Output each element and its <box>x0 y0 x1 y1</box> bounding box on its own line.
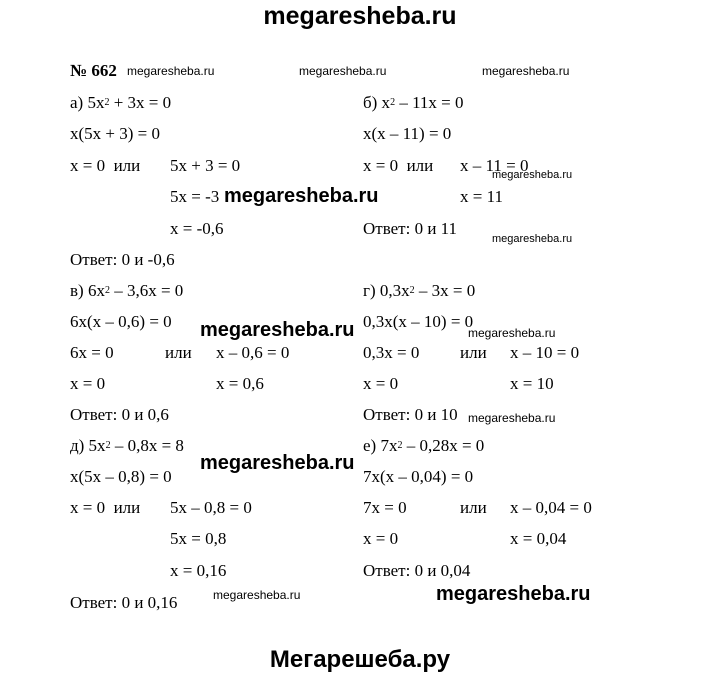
answer-g: Ответ: 0 и 10 <box>363 405 458 424</box>
step-v-root1-eq: 6x = 0 <box>70 343 114 362</box>
step-d-factor: x(5x – 0,8) = 0 <box>70 467 172 486</box>
step-d-eq2: 5x – 0,8 = 0 <box>170 498 252 517</box>
step-v-or: или <box>165 343 192 362</box>
step-b-root2: x = 11 <box>460 187 503 206</box>
watermark-small: megaresheba.ru <box>213 588 301 602</box>
watermark-small: megaresheba.ru <box>468 326 556 340</box>
equation-a: а) $5x^2 + 3x = 0$ <box>70 93 172 112</box>
answer-a: Ответ: 0 и -0,6 <box>70 250 175 269</box>
step-d-eq2b: 5x = 0,8 <box>170 529 227 548</box>
watermark-big: megaresheba.ru <box>200 319 355 341</box>
watermark-small: megaresheba.ru <box>492 169 573 181</box>
step-d-root1: x = 0 или <box>70 498 141 517</box>
watermark-big: megaresheba.ru <box>436 583 591 605</box>
watermark-small: megaresheba.ru <box>482 64 570 78</box>
step-e-root1-eq: 7x = 0 <box>363 498 407 517</box>
step-g-factor: 0,3x(x – 10) = 0 <box>363 312 474 331</box>
step-b-eq2: x – 11 = 0 <box>460 156 529 175</box>
step-a-factor: x(5x + 3) = 0 <box>70 124 160 143</box>
watermark-small: megaresheba.ru <box>127 64 215 78</box>
header-site-title: megaresheba.ru <box>263 2 457 30</box>
answer-d: Ответ: 0 и 0,16 <box>70 593 178 612</box>
step-v-eq2: x – 0,6 = 0 <box>216 343 290 362</box>
answer-b: Ответ: 0 и 11 <box>363 219 458 238</box>
answer-v: Ответ: 0 и 0,6 <box>70 405 169 424</box>
equation-d: д) $5x^2 - 0,8x = 8$ <box>70 436 184 455</box>
step-e-eq2: x – 0,04 = 0 <box>510 498 592 517</box>
step-b-root1: x = 0 или <box>363 156 434 175</box>
watermark-big: megaresheba.ru <box>200 452 355 474</box>
step-a-root2: x = -0,6 <box>170 219 224 238</box>
watermark-small: megaresheba.ru <box>492 233 573 245</box>
watermark-big: megaresheba.ru <box>224 185 379 207</box>
step-e-root2: x = 0,04 <box>510 529 567 548</box>
step-v-root1: x = 0 <box>70 374 106 393</box>
answer-e: Ответ: 0 и 0,04 <box>363 561 471 580</box>
watermark-small: megaresheba.ru <box>468 411 556 425</box>
step-g-root1: x = 0 <box>363 374 399 393</box>
step-e-factor: 7x(x – 0,04) = 0 <box>363 467 474 486</box>
step-v-root2: x = 0,6 <box>216 374 264 393</box>
equation-b: б) $x^2 - 11x = 0$ <box>363 93 464 112</box>
step-b-factor: x(x – 11) = 0 <box>363 124 452 143</box>
problem-number: № 662 <box>70 61 117 80</box>
equation-g: г) $0,3x^2 - 3x = 0$ <box>363 281 476 300</box>
step-a-eq2: 5x + 3 = 0 <box>170 156 241 175</box>
step-a-root1: x = 0 или <box>70 156 141 175</box>
step-g-root2: x = 10 <box>510 374 554 393</box>
step-d-root2: x = 0,16 <box>170 561 227 580</box>
step-a-eq2b: 5x = -3 <box>170 187 220 206</box>
step-g-eq2: x – 10 = 0 <box>510 343 580 362</box>
step-e-root1: x = 0 <box>363 529 399 548</box>
equation-e: е) $7x^2 - 0,28x = 0$ <box>363 436 485 455</box>
step-g-root1-eq: 0,3x = 0 <box>363 343 420 362</box>
equation-v: в) $6x^2 - 3,6x = 0$ <box>70 281 184 300</box>
step-g-or: или <box>460 343 487 362</box>
step-v-factor: 6x(x – 0,6) = 0 <box>70 312 172 331</box>
watermark-small: megaresheba.ru <box>299 64 387 78</box>
step-e-or: или <box>460 498 487 517</box>
footer-site-title: Мегарешеба.ру <box>269 646 451 673</box>
